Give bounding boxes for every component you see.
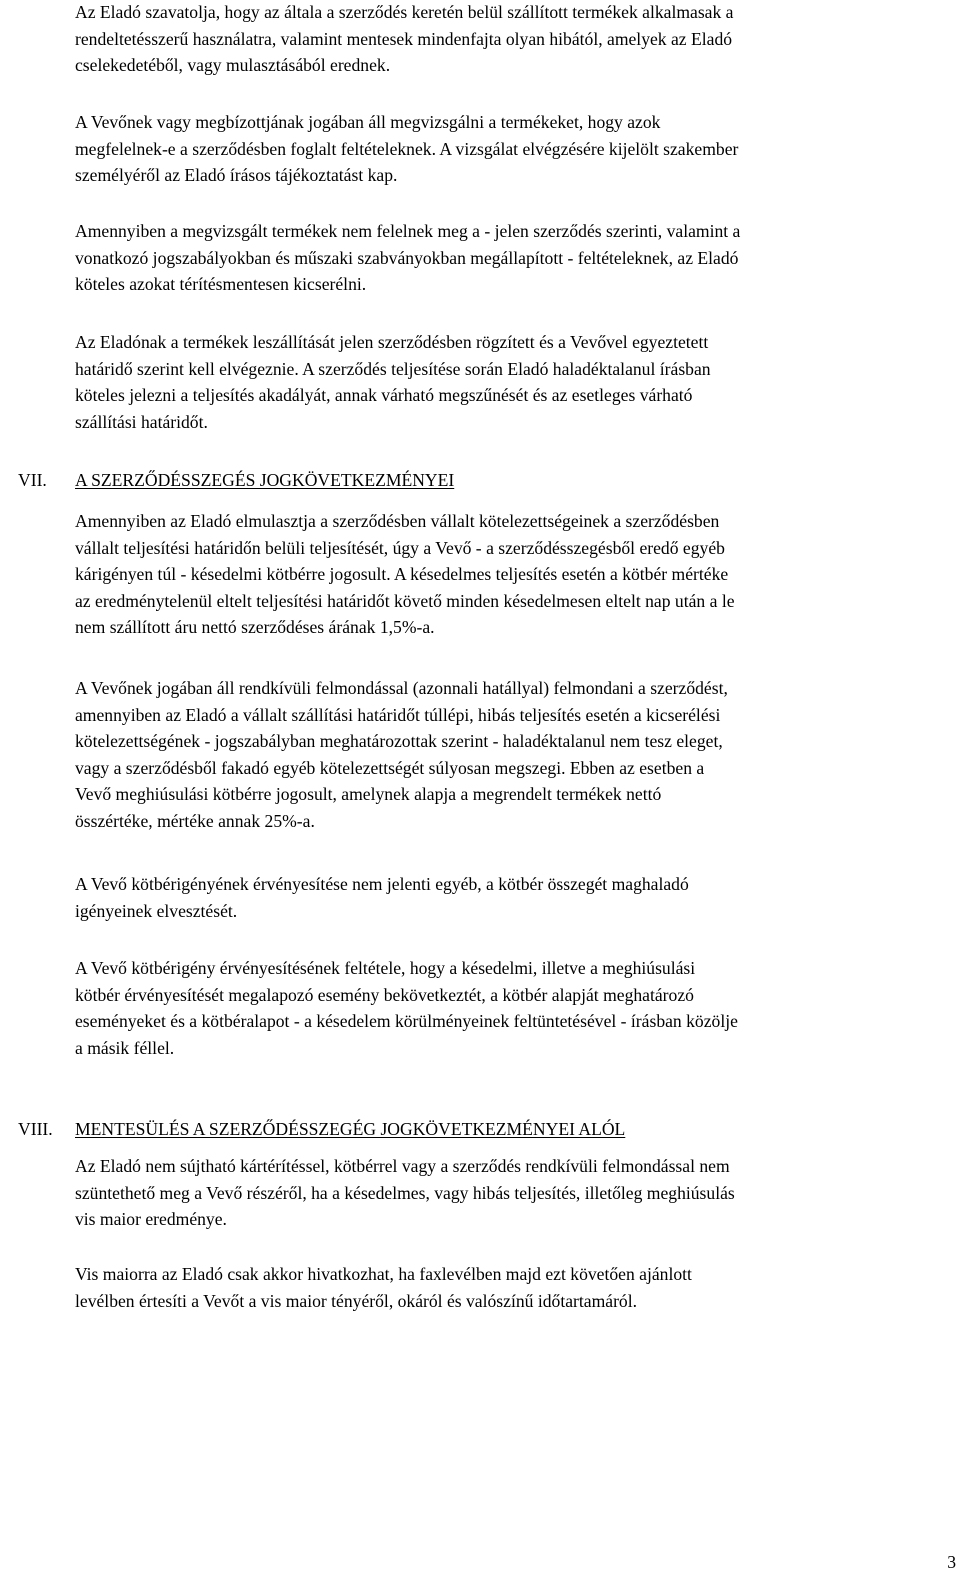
paragraph-delivery-deadline: Az Eladónak a termékek leszállítását jelen szerződésben rögzített és a Vevővel egyeztetett határidő szerint kell elvégeznie. A szerződés teljesítése során Eladó haladéktalanul írásban köteles jelezni a teljesítés akadályát, annak várható megszűnését és az esetleges várható szállítási határidőt. — [75, 332, 711, 432]
paragraph-replacement: Amennyiben a megvizsgált termékek nem felelnek meg a - jelen szerződés szerinti, valamint a vonatkozó jogszabályokban és műszaki szabványokban megállapított - feltételeknek, az Eladó köteles azokat térítésmentesen kicserélni. — [75, 221, 741, 295]
paragraph-penalty-condition: A Vevő kötbérigény érvényesítésének feltétele, hogy a késedelmi, illetve a meghiúsulási kötbér érvényesítését megalapozó esemény bekövetkeztét, a kötbér alapját meghatározó eseményeket és a kötbéralapot - a késedelem körülményeinek feltüntetésével - írásban közölje a másik féllel. — [75, 958, 738, 1058]
paragraph-termination: A Vevőnek jogában áll rendkívüli felmondással (azonnali hatállyal) felmondani a szerződést, amennyiben az Eladó a vállalt szállítási határidőt túllépi, hibás teljesítés esetén a kicserélési kötelezettségének - jogszabályban meghatározottak szerint - haladéktalanul nem tesz eleget, vagy a szerződésből fakadó egyéb kötelezettségét súlyosan megszegi. Ebben az esetben a Vevő meghiúsulási kötbérre jogosult, amelynek alapja a megrendelt termékek nettó összértéke, mértéke annak 25%-a. — [75, 678, 728, 831]
paragraph-force-majeure: Vis maiorra az Eladó csak akkor hivatkozhat, ha faxlevélben majd ezt követően ajánlott levélben értesíti a Vevőt a vis maior tényéről, okáról és valószínű időtartamáról. — [75, 1264, 692, 1311]
section-number-vii: VII. — [18, 470, 47, 490]
section-title-vii: A SZERZŐDÉSSZEGÉS JOGKÖVETKEZMÉNYEI — [75, 470, 455, 490]
section-title-viii: MENTESÜLÉS A SZERZŐDÉSSZEGÉG JOGKÖVETKEZMÉNYEI ALÓL — [75, 1119, 626, 1139]
paragraph-exemption: Az Eladó nem sújtható kártérítéssel, kötbérrel vagy a szerződés rendkívüli felmondással nem szüntethető meg a Vevő részéről, ha a késedelmes, vagy hibás teljesítés, illetőleg meghiúsulás vis maior eredménye. — [75, 1156, 735, 1230]
section-number-viii: VIII. — [18, 1119, 53, 1139]
paragraph-penalty-claim: A Vevő kötbérigényének érvényesítése nem jelenti egyéb, a kötbér összegét maghaladó igényeinek elvesztését. — [75, 874, 689, 921]
paragraph-warranty: Az Eladó szavatolja, hogy az általa a szerződés keretén belül szállított termékek alkalmasak a rendeltetésszerű használatra, valamint mentesek mindenfajta olyan hibától, amelyek az Eladó cselekedetéből, vagy mulasztásából erednek. — [75, 2, 734, 76]
paragraph-inspection-right: A Vevőnek vagy megbízottjának jogában áll megvizsgálni a termékeket, hogy azok megfelelnek-e a szerződésben foglalt feltételeknek. A vizsgálat elvégzésére kijelölt szakember személyéről az Eladó írásos tájékoztatást kap. — [75, 112, 739, 186]
paragraph-late-penalty: Amennyiben az Eladó elmulasztja a szerződésben vállalt kötelezettségeinek a szerződésben vállalt teljesítési határidőn belüli teljesítését, úgy a Vevő - a szerződésszegésből eredő egyéb kárigényen túl - késedelmi kötbérre jogosult. A késedelmes teljesítés esetén a kötbér mértéke az eredménytelenül eltelt teljesítési határidőt követő minden késedelmesen eltelt nap után a le nem szállított áru nettó szerződéses árának 1,5%-a. — [75, 511, 735, 638]
page-number: 3 — [947, 1552, 956, 1572]
